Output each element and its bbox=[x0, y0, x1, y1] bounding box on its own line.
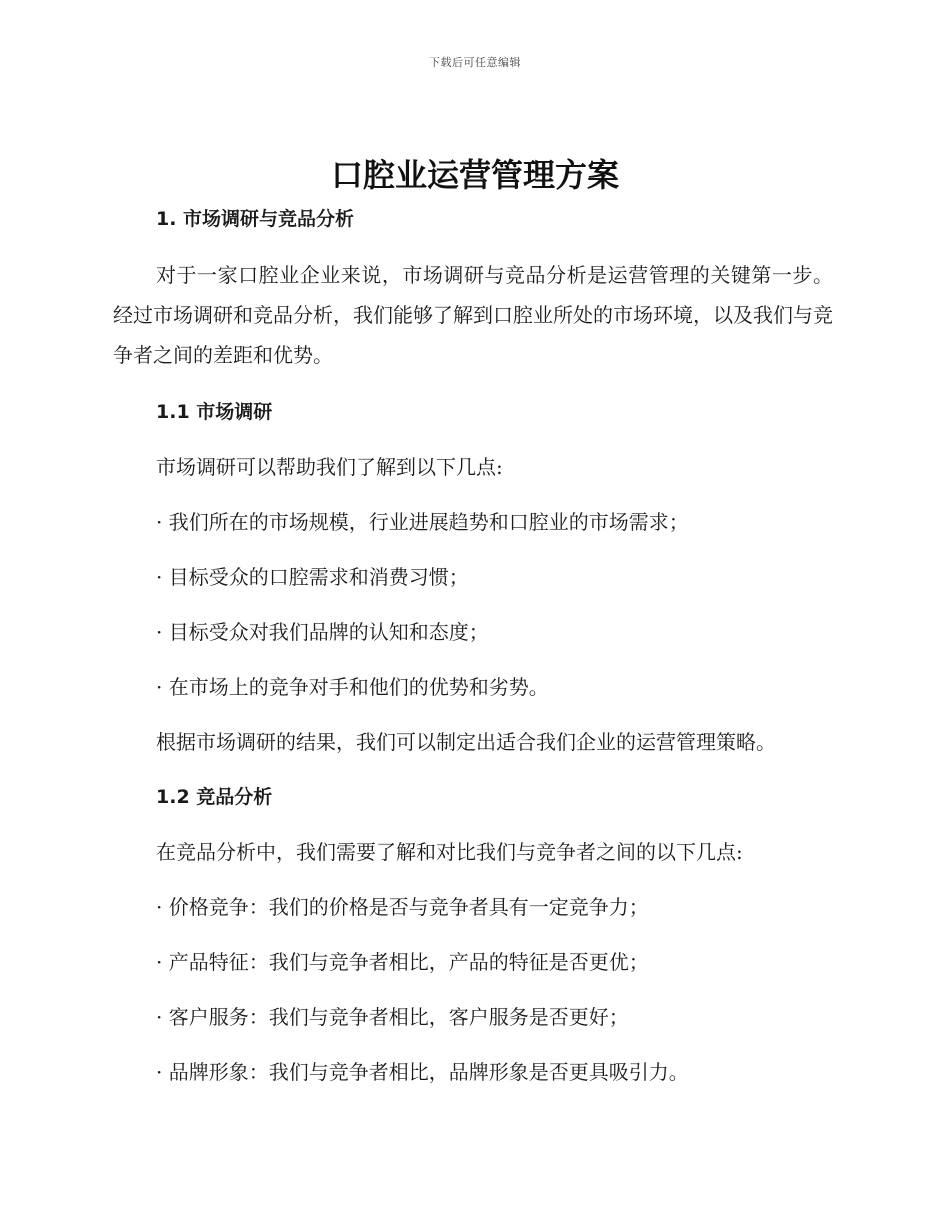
section-1-1-intro: 市场调研可以帮助我们了解到以下几点: bbox=[156, 455, 503, 479]
section-heading-1: 1. 市场调研与竞品分析 bbox=[156, 208, 355, 230]
section-heading-1-1: 1.1 市场调研 bbox=[156, 401, 273, 423]
header-note: 下载后可任意编辑 bbox=[429, 56, 521, 69]
list-item: · 产品特征：我们与竞争者相比，产品的特征是否更优； bbox=[156, 950, 649, 974]
list-item: · 品牌形象：我们与竞争者相比，品牌形象是否更具吸引力。 bbox=[156, 1060, 689, 1084]
list-item: · 客户服务：我们与竞争者相比，客户服务是否更好； bbox=[156, 1005, 629, 1029]
list-item: · 目标受众对我们品牌的认知和态度； bbox=[156, 620, 489, 644]
section-1-2-intro: 在竞品分析中，我们需要了解和对比我们与竞争者之间的以下几点: bbox=[156, 840, 743, 864]
list-item: · 目标受众的口腔需求和消费习惯； bbox=[156, 565, 469, 589]
document-title: 口腔业运营管理方案 bbox=[330, 156, 619, 194]
list-item: · 价格竞争：我们的价格是否与竞争者具有一定竞争力； bbox=[156, 895, 649, 919]
list-item: · 在市场上的竞争对手和他们的优势和劣势。 bbox=[156, 675, 549, 699]
section-1-1-conclusion: 根据市场调研的结果，我们可以制定出适合我们企业的运营管理策略。 bbox=[156, 730, 776, 754]
document-body bbox=[113, 200, 833, 1091]
section-heading-1-2: 1.2 竞品分析 bbox=[156, 786, 273, 808]
list-item: · 我们所在的市场规模，行业进展趋势和口腔业的市场需求； bbox=[156, 510, 689, 534]
section-1-paragraph: 对于一家口腔业企业来说，市场调研与竞品分析是运营管理的关键第一步。经过市场调研和竞品分析，我们能够了解到口腔业所处的市场环境，以及我们与竞争者之间的差距和优势。 bbox=[113, 263, 833, 367]
